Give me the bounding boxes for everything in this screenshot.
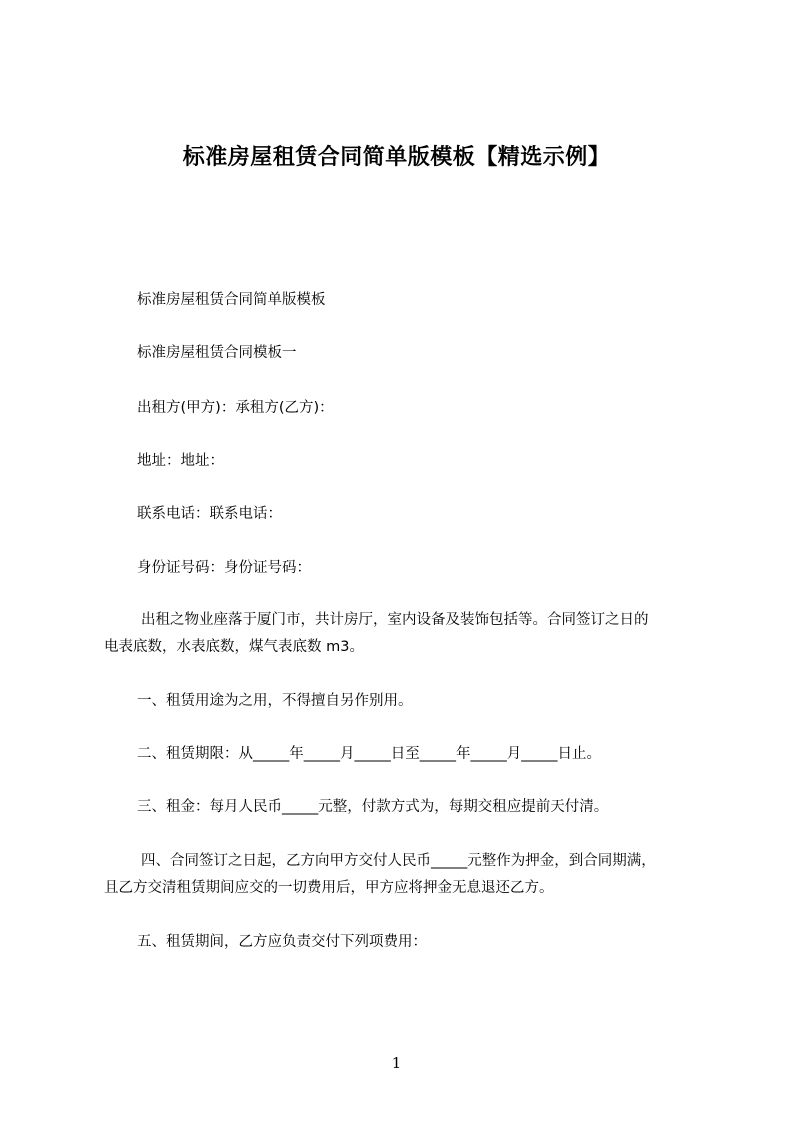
clause-3-rent: 三、租金：每月人民币_____元整，付款方式为，每期交租应提前天付清。	[137, 799, 609, 815]
paragraph-parties: 出租方(甲方)：承租方(乙方)：	[137, 400, 334, 416]
paragraph-property-location	[0, 607, 793, 661]
clause-1-usage: 一、租赁用途为之用，不得擅自另作别用。	[137, 693, 413, 709]
paragraph-line: 且乙方交清租赁期间应交的一切费用后，甲方应将押金无息退还乙方。	[104, 880, 554, 896]
document-title: 标准房屋租赁合同简单版模板【精选示例】	[182, 145, 611, 170]
paragraph-template-name: 标准房屋租赁合同简单版模板	[137, 292, 326, 308]
paragraph-line: 出租之物业座落于厦门市，共计房厅，室内设备及装饰包括等。合同签订之日的	[141, 612, 649, 628]
paragraph-id-number: 身份证号码：身份证号码：	[137, 560, 311, 576]
clause-2-term: 二、租赁期限：从_____年_____月_____日至_____年_____月_____日止。	[137, 746, 601, 762]
paragraph-line: 四、合同签订之日起，乙方向甲方交付人民币_____元整作为押金，到合同期满，	[141, 853, 656, 869]
paragraph-address: 地址：地址：	[137, 453, 224, 469]
paragraph-template-one: 标准房屋租赁合同模板一	[137, 345, 297, 361]
clause-5-fees: 五、租赁期间，乙方应负责交付下列项费用：	[137, 934, 427, 950]
paragraph-line: 电表底数，水表底数，煤气表底数 m3。	[104, 639, 364, 655]
paragraph-phone: 联系电话：联系电话：	[137, 506, 282, 522]
page-number: 1	[391, 1054, 402, 1072]
clause-4-deposit	[0, 848, 793, 902]
